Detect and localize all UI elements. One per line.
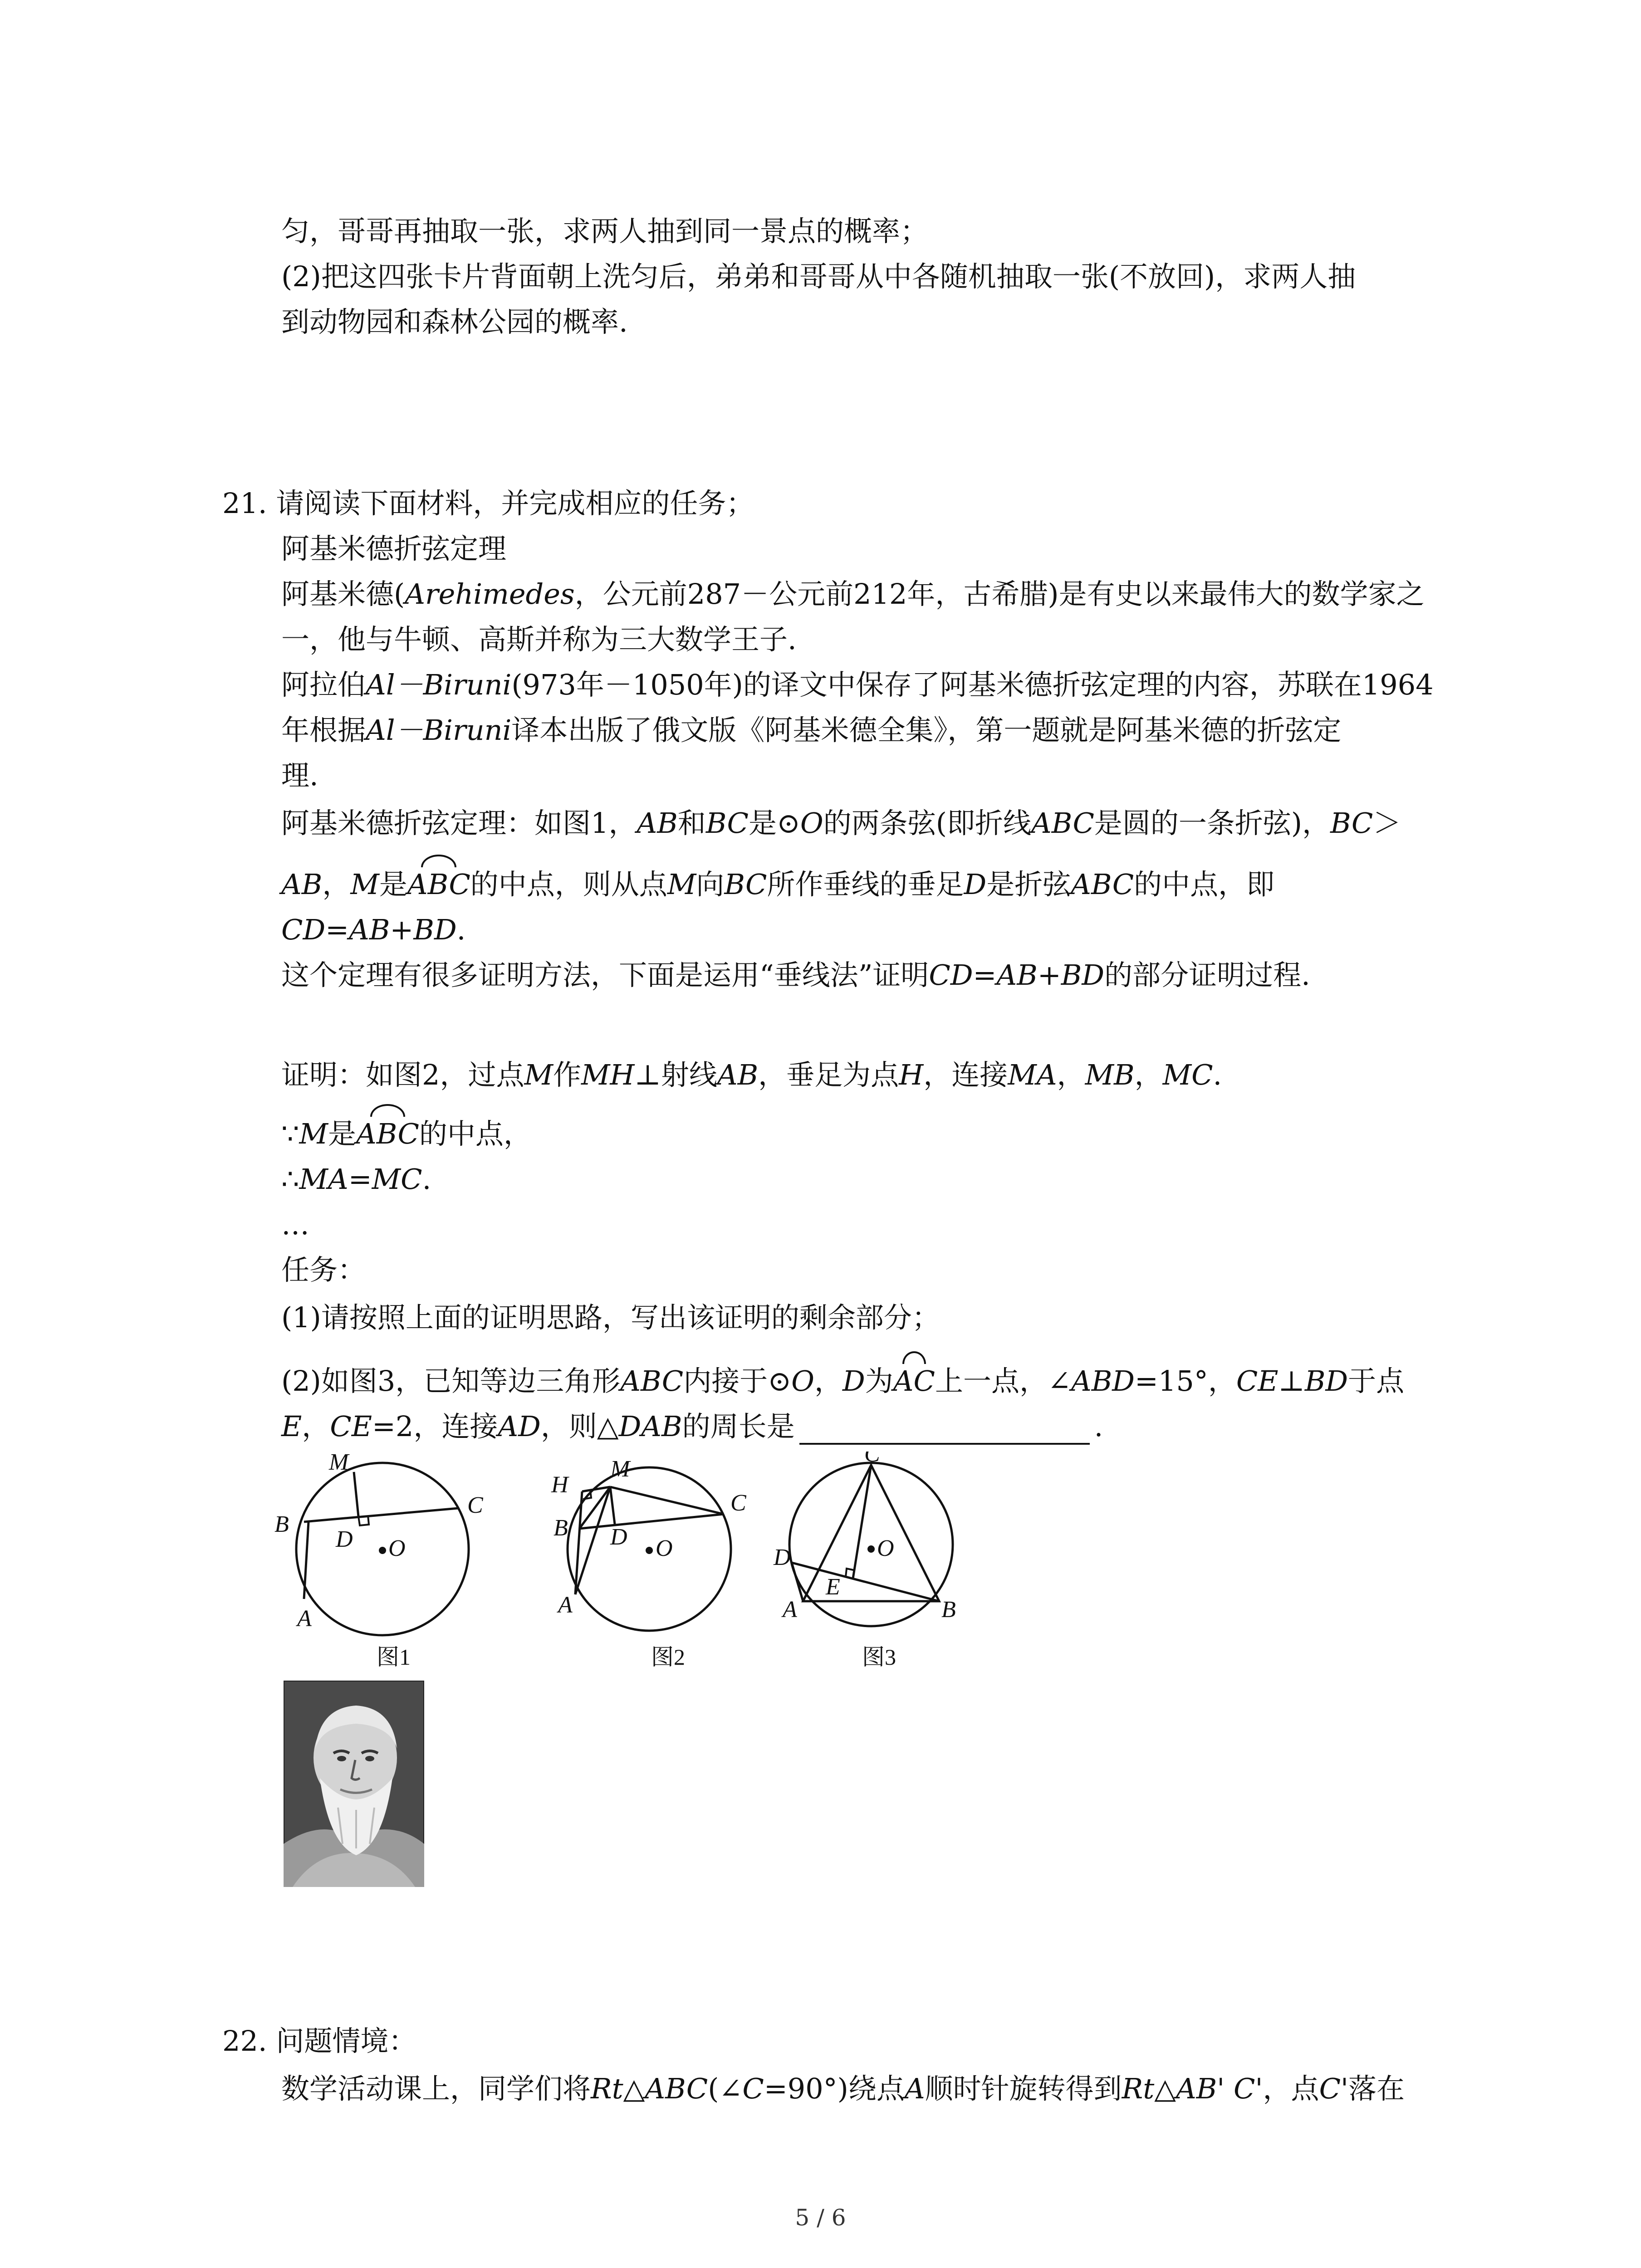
q22-header: [222, 2023, 416, 2059]
fig3-center: [867, 1545, 875, 1553]
q21-theorem-line2: AB，M是ABC的中点，则从点M向BC所作垂线的垂足D是折弦ABC的中点，即: [281, 866, 1274, 903]
answer-blank[interactable]: [799, 1416, 1090, 1445]
q20-line-2: (2)把这四张卡片背面朝上洗匀后，弟弟和哥哥从中各随机抽取一张(不放回)，求两人抽: [281, 260, 1356, 293]
fig3-caption: 图3: [862, 1644, 896, 1669]
q21-header: [222, 485, 754, 522]
fig3-label-d: D: [774, 1545, 791, 1570]
question-number: 21.: [222, 487, 267, 520]
q21-proof-ellipsis: …: [281, 1208, 309, 1241]
figure-1: [254, 1452, 508, 1671]
fig2-label-a: A: [558, 1592, 573, 1618]
fig3-label-a: A: [783, 1597, 797, 1623]
arc-abc: ABC: [356, 1116, 419, 1152]
fig2-center: [646, 1547, 653, 1554]
question-number: 22.: [222, 2024, 267, 2058]
q21-para1-line2: 一，他与牛顿、高斯并称为三大数学王子.: [281, 623, 797, 656]
fig3-label-o: O: [877, 1535, 894, 1561]
q21-theorem-line1: 阿基米德折弦定理：如图1，AB和BC是⊙O的两条弦(即折线ABC是圆的一条折弦)，BC＞: [281, 807, 1401, 840]
figure-2: [542, 1452, 751, 1671]
fig1-caption: 图1: [377, 1644, 411, 1669]
q21-task2-line1: (2)如图3，已知等边三角形ABC内接于⊙O，D为AC上一点，∠ABD=15°，CE⊥BD于点: [281, 1363, 1404, 1399]
fig1-perpendicular-md: [354, 1472, 358, 1516]
fig2-label-o: O: [656, 1535, 673, 1561]
fig3-label-b: B: [941, 1597, 956, 1623]
q21-task2-line2: E，CE=2，连接AD，则△DAB的周长是 .: [281, 1408, 1103, 1445]
fig3-triangle-abc: [803, 1465, 939, 1601]
fig2-line-md: [610, 1487, 615, 1524]
q21-proof-line1: 证明：如图2，过点M作MH⊥射线AB，垂足为点H，连接MA，MB，MC.: [281, 1058, 1222, 1091]
fig2-label-d: D: [610, 1524, 627, 1550]
fig3-label-c: C: [864, 1452, 880, 1467]
q21-task1: (1)请按照上面的证明思路，写出该证明的剩余部分；: [281, 1301, 940, 1334]
figure-3: [749, 1452, 985, 1671]
fig2-line-mb: [579, 1487, 610, 1529]
fig1-label-a: A: [297, 1606, 312, 1632]
fig1-label-o: O: [388, 1535, 406, 1561]
q21-task-label: 任务：: [281, 1253, 366, 1286]
q21-para2-line1: 阿拉伯Al－Biruni(973年－1050年)的译文中保存了阿基米德折弦定理的内容，苏联在1964: [281, 668, 1434, 701]
fig2-label-c: C: [730, 1490, 746, 1516]
q21-theorem-line3: CD=AB+BD.: [281, 913, 466, 946]
fig1-label-m: M: [329, 1452, 349, 1475]
q20-line-1: 匀，哥哥再抽取一张，求两人抽到同一景点的概率；: [281, 215, 929, 248]
arc-ac: AC: [893, 1363, 935, 1399]
fig1-label-c: C: [467, 1492, 483, 1518]
fig2-caption: 图2: [651, 1644, 685, 1669]
q21-proof-line2: ∵M是ABC的中点，: [281, 1116, 532, 1152]
q21-proof-line3: ∴MA=MC.: [281, 1163, 431, 1196]
q22-intro: 问题情境：: [276, 2024, 417, 2058]
q21-para2-line2: 年根据Al－Biruni译本出版了俄文版《阿基米德全集》，第一题就是阿基米德的折弦定: [281, 714, 1342, 747]
fig1-chord-bc: [304, 1508, 458, 1522]
fig1-label-b: B: [274, 1511, 289, 1537]
archimedes-portrait: [284, 1681, 424, 1887]
fig3-line-da: [792, 1563, 803, 1601]
fig2-label-b: B: [554, 1515, 568, 1541]
q21-intro: 请阅读下面材料，并完成相应的任务；: [276, 487, 754, 520]
q20-line-3: 到动物园和森林公园的概率.: [281, 305, 628, 338]
q21-title: 阿基米德折弦定理: [281, 532, 507, 565]
fig1-label-d: D: [336, 1526, 353, 1552]
q21-para2-line3: 理.: [281, 759, 318, 792]
fig3-label-e: E: [826, 1574, 840, 1600]
page-number: 5 / 6: [795, 2204, 846, 2231]
q21-method-line: 这个定理有很多证明方法，下面是运用“垂线法”证明CD=AB+BD的部分证明过程.: [281, 958, 1310, 992]
arc-abc: ABC: [407, 866, 470, 903]
q21-para1-line1: 阿基米德(Arehimedes，公元前287－公元前212年，古希腊)是有史以来最伟大的数学家之: [281, 577, 1425, 611]
fig2-label-h: H: [551, 1472, 568, 1498]
fig1-center: [379, 1547, 386, 1554]
fig2-label-m: M: [610, 1456, 630, 1482]
q22-line1: 数学活动课上，同学们将Rt△ABC(∠C=90°)绕点A顺时针旋转得到Rt△AB' C'，点C'落在: [281, 2072, 1405, 2105]
